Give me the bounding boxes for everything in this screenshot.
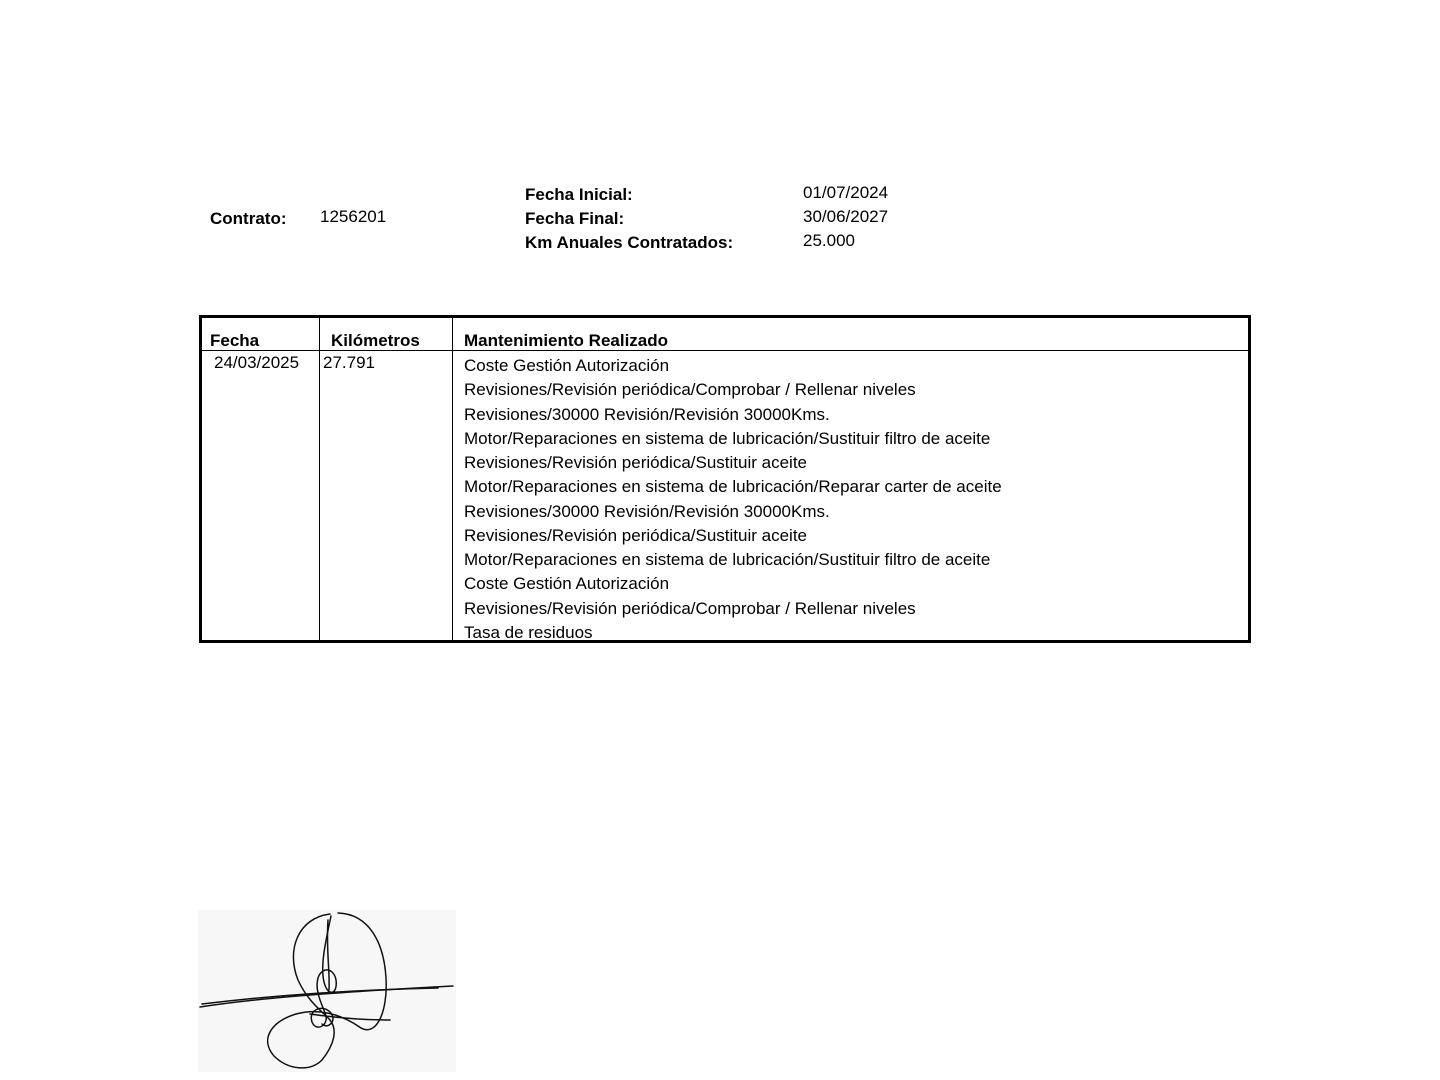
- annual-km-label: Km Anuales Contratados:: [525, 233, 734, 252]
- maintenance-item: Motor/Reparaciones en sistema de lubricación/Sustituir filtro de aceite: [464, 428, 991, 448]
- header-maintenance: Mantenimiento Realizado: [464, 331, 669, 350]
- column-divider: [319, 318, 320, 640]
- maintenance-item: Revisiones/30000 Revisión/Revisión 30000Kms.: [464, 501, 830, 521]
- maintenance-item: Revisiones/30000 Revisión/Revisión 30000Kms.: [464, 404, 830, 424]
- maintenance-item: Tasa de residuos: [464, 622, 593, 642]
- annual-km-value: 25.000: [803, 231, 855, 250]
- row-date: 24/03/2025: [214, 353, 300, 372]
- maintenance-item: Coste Gestión Autorización: [464, 574, 670, 594]
- end-date-value: 30/06/2027: [803, 207, 889, 226]
- maintenance-item: Revisiones/Revisión periódica/Sustituir aceite: [464, 453, 807, 472]
- maintenance-item: Revisiones/Revisión periódica/Comprobar / Rellenar niveles: [464, 380, 916, 400]
- row-km: 27.791: [323, 353, 375, 372]
- maintenance-table: [199, 315, 1251, 643]
- start-date-label: Fecha Inicial:: [525, 185, 633, 204]
- header-km: Kilómetros: [331, 331, 420, 350]
- end-date-label: Fecha Final:: [525, 209, 625, 228]
- maintenance-item: Revisiones/Revisión periódica/Comprobar / Rellenar niveles: [464, 598, 916, 618]
- maintenance-item: Motor/Reparaciones en sistema de lubricación/Reparar carter de aceite: [464, 477, 1002, 497]
- contract-number: 1256201: [320, 207, 387, 226]
- column-divider: [452, 318, 453, 640]
- maintenance-list: [464, 354, 1002, 645]
- start-date-value: 01/07/2024: [803, 183, 889, 202]
- handwritten-signature-icon: [198, 910, 456, 1072]
- maintenance-item: Revisiones/Revisión periódica/Sustituir aceite: [464, 525, 807, 545]
- contract-label: Contrato:: [210, 209, 287, 228]
- maintenance-item: Motor/Reparaciones en sistema de lubricación/Sustituir filtro de aceite: [464, 550, 991, 569]
- signature-image: [198, 910, 456, 1072]
- header-date: Fecha: [210, 331, 260, 350]
- maintenance-item: Coste Gestión Autorización: [464, 356, 670, 375]
